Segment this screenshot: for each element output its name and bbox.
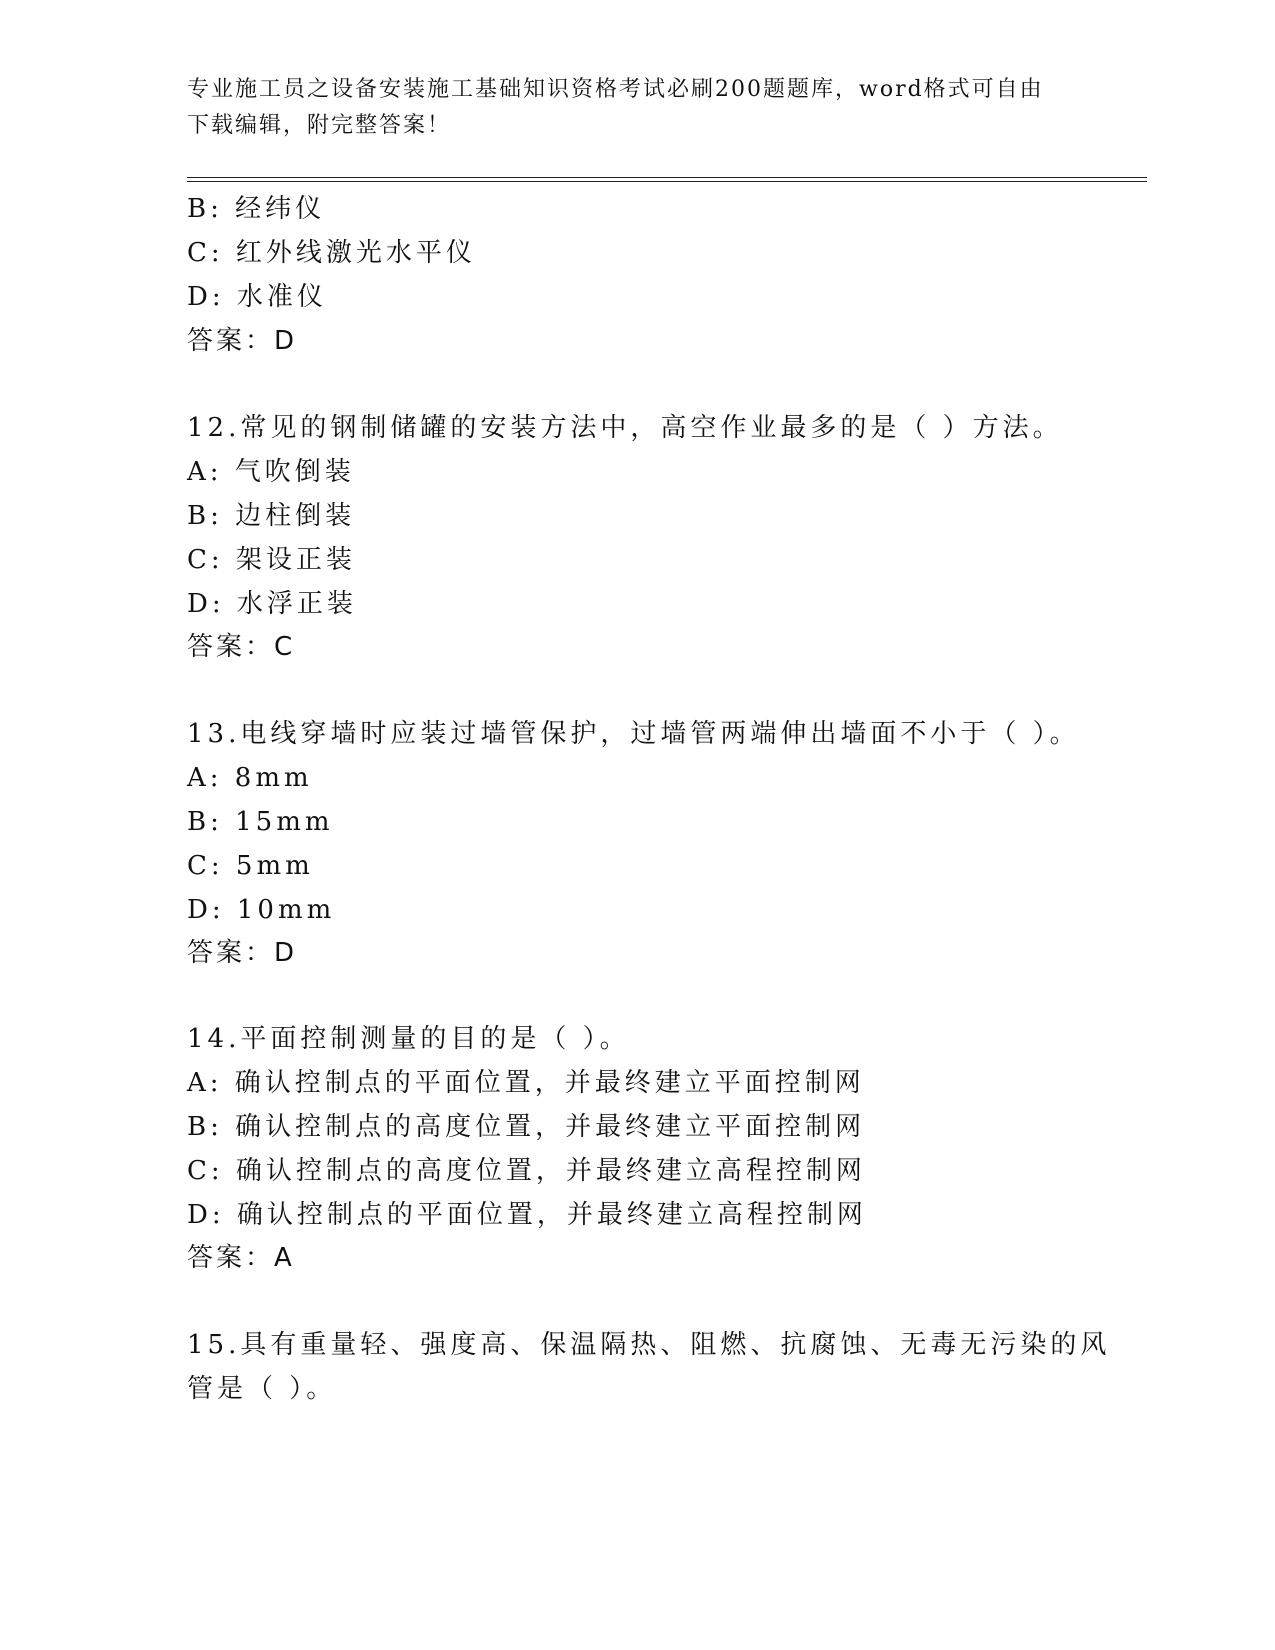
q12-option-d: D: 水浮正装: [187, 589, 357, 619]
q11-option-c: C: 红外线激光水平仪: [187, 238, 476, 268]
q13-question: 13.电线穿墙时应装过墙管保护，过墙管两端伸出墙面不小于（ ）。: [187, 719, 1080, 749]
q13-option-b: B: 15mm: [187, 807, 334, 837]
q12-option-b: B: 边柱倒装: [187, 501, 356, 531]
q11-option-d: D: 水准仪: [187, 282, 327, 312]
q14-answer: 答案：A: [187, 1243, 295, 1273]
header-line-1: 专业施工员之设备安装施工基础知识资格考试必刷200题题库，word格式可自由: [187, 77, 1044, 102]
q14-option-d: D: 确认控制点的平面位置，并最终建立高程控制网: [187, 1200, 867, 1230]
q12-question: 12.常见的钢制储罐的安装方法中，高空作业最多的是（ ）方法。: [187, 413, 1063, 443]
q14-option-a: A: 确认控制点的平面位置，并最终建立平面控制网: [187, 1068, 865, 1098]
q15-question-line-2: 管是（ ）。: [187, 1374, 337, 1404]
document-header: [187, 72, 1067, 144]
header-line-2: 下载编辑，附完整答案！: [187, 113, 452, 138]
q13-option-d: D: 10mm: [187, 895, 336, 925]
q14-option-c: C: 确认控制点的高度位置，并最终建立高程控制网: [187, 1156, 866, 1186]
q15-question-line-1: 15.具有重量轻、强度高、保温隔热、阻燃、抗腐蚀、无毒无污染的风: [187, 1330, 1111, 1360]
q11-option-b: B: 经纬仪: [187, 194, 326, 224]
header-divider-bottom: [187, 181, 1147, 182]
q13-answer: 答案：D: [187, 938, 298, 968]
q11-answer: 答案：D: [187, 326, 298, 356]
q13-option-c: C: 5mm: [187, 851, 314, 881]
q13-option-a: A: 8mm: [187, 763, 313, 793]
q12-answer: 答案：C: [187, 632, 296, 662]
q14-question: 14.平面控制测量的目的是（ ）。: [187, 1024, 630, 1054]
q12-option-a: A: 气吹倒装: [187, 457, 355, 487]
header-divider-top: [187, 177, 1147, 178]
q14-option-b: B: 确认控制点的高度位置，并最终建立平面控制网: [187, 1112, 866, 1142]
q12-option-c: C: 架设正装: [187, 545, 356, 575]
